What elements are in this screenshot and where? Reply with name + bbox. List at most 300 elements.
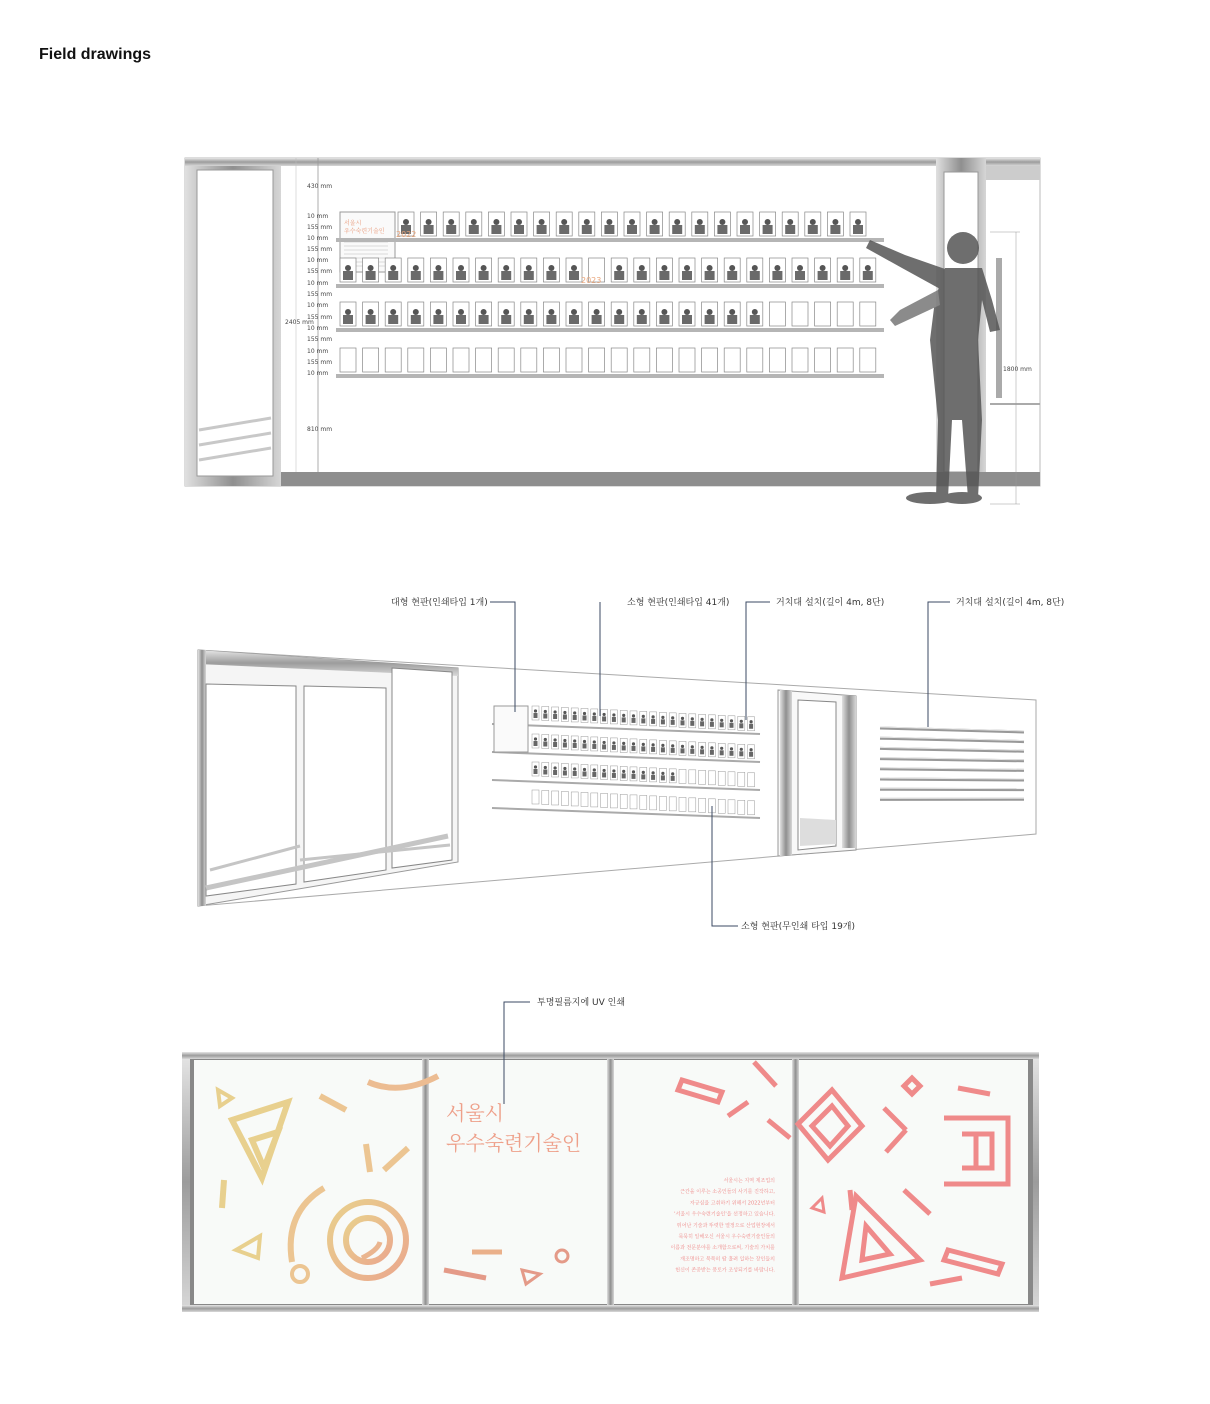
portrait-head xyxy=(448,219,454,225)
portrait-head xyxy=(544,710,547,713)
frame xyxy=(792,302,808,326)
portrait-body xyxy=(720,722,724,727)
portrait-head xyxy=(368,309,374,315)
portrait-head xyxy=(701,746,704,749)
portrait-body xyxy=(863,271,873,280)
frame xyxy=(385,348,401,372)
portrait-body xyxy=(546,315,556,324)
portrait-body xyxy=(818,271,828,280)
portrait-head xyxy=(548,309,554,315)
frame xyxy=(650,796,657,810)
portrait-head xyxy=(458,265,464,271)
portrait-body xyxy=(727,271,737,280)
portrait-body xyxy=(750,315,760,324)
portrait-body xyxy=(479,271,489,280)
portrait-body xyxy=(661,775,665,780)
window-body-text xyxy=(670,1177,775,1274)
dimension-label: 155 mm xyxy=(307,291,333,298)
portrait-body xyxy=(772,271,782,280)
frame xyxy=(566,348,582,372)
frame xyxy=(689,798,696,812)
portrait-body xyxy=(612,745,616,750)
portrait-head xyxy=(652,771,655,774)
portrait-head xyxy=(820,265,826,271)
dimension-label: 10 mm xyxy=(307,280,329,287)
portrait-head xyxy=(671,716,674,719)
portrait-body xyxy=(563,742,567,747)
frame xyxy=(747,348,763,372)
portrait-body xyxy=(717,225,727,234)
portrait-head xyxy=(642,743,645,746)
portrait-body xyxy=(592,772,596,777)
portrait-body xyxy=(491,225,501,234)
portrait-body xyxy=(343,315,353,324)
body-line: 헌신이 존중받는 풍토가 조성되기를 바랍니다. xyxy=(675,1267,775,1274)
portrait-head xyxy=(622,742,625,745)
portrait-head xyxy=(481,265,487,271)
portrait-head xyxy=(573,767,576,770)
portrait-body xyxy=(456,271,466,280)
portrait-head xyxy=(435,265,441,271)
portrait-head xyxy=(554,710,557,713)
portrait-head xyxy=(671,744,674,747)
portrait-head xyxy=(740,748,743,751)
portrait-body xyxy=(627,225,637,234)
portrait-body xyxy=(573,743,577,748)
portrait-body xyxy=(388,271,398,280)
portrait-body xyxy=(433,271,443,280)
portrait-body xyxy=(411,271,421,280)
portrait-body xyxy=(537,225,547,234)
portrait-head xyxy=(345,265,351,271)
portrait-body xyxy=(681,748,685,753)
dimension-label: 430 mm xyxy=(307,183,333,190)
portrait-head xyxy=(534,737,537,740)
portrait-head xyxy=(413,265,419,271)
portrait-head xyxy=(691,717,694,720)
portrait-head xyxy=(534,709,537,712)
shelf-ledge xyxy=(336,374,884,378)
portrait-head xyxy=(842,265,848,271)
portrait-head xyxy=(603,769,606,772)
frame xyxy=(679,348,695,372)
portrait-head xyxy=(390,265,396,271)
frame xyxy=(708,771,715,785)
portrait-head xyxy=(539,219,545,225)
portrait-body xyxy=(730,751,734,756)
portrait-head xyxy=(594,309,600,315)
portrait-head xyxy=(571,265,577,271)
portrait-head xyxy=(865,265,871,271)
frame xyxy=(589,348,605,372)
portrait-head xyxy=(471,219,477,225)
portrait-body xyxy=(840,271,850,280)
portrait-body xyxy=(366,271,376,280)
frame xyxy=(659,796,666,810)
portrait-head xyxy=(661,309,667,315)
portrait-head xyxy=(503,309,509,315)
portrait-head xyxy=(740,720,743,723)
portrait-head xyxy=(593,712,596,715)
portrait-body xyxy=(553,770,557,775)
portrait-body xyxy=(690,749,694,754)
frame xyxy=(521,348,537,372)
portrait-head xyxy=(548,265,554,271)
portrait-head xyxy=(516,219,522,225)
portrait-head xyxy=(616,265,622,271)
portrait-head xyxy=(458,309,464,315)
portrait-body xyxy=(553,742,557,747)
uv-callout-label: 투명필름지에 UV 인쇄 xyxy=(537,998,626,1008)
frame xyxy=(571,792,578,806)
frame xyxy=(552,791,559,805)
portrait-body xyxy=(681,720,685,725)
portrait-head xyxy=(413,309,419,315)
person-height-label: 1800 mm xyxy=(1003,366,1032,373)
portrait-body xyxy=(622,717,626,722)
body-line: 뛰어난 기술과 뚜렷한 열정으로 산업현장에서 xyxy=(676,1222,775,1229)
dimension-label: 10 mm xyxy=(307,348,329,355)
dimension-label: 10 mm xyxy=(307,213,329,220)
portrait-head xyxy=(593,740,596,743)
frame xyxy=(591,793,598,807)
portrait-body xyxy=(366,315,376,324)
portrait-head xyxy=(719,219,725,225)
portrait-head xyxy=(642,771,645,774)
portrait-head xyxy=(390,309,396,315)
body-line: 서울시는 지역 제조업의 xyxy=(723,1178,775,1184)
frame xyxy=(542,790,549,804)
portrait-head xyxy=(707,309,713,315)
portrait-head xyxy=(563,767,566,770)
portrait-head xyxy=(855,219,861,225)
portrait-head xyxy=(639,265,645,271)
window-title-1: 서울시 xyxy=(446,1101,504,1125)
portrait-body xyxy=(433,315,443,324)
portrait-body xyxy=(612,717,616,722)
portrait-head xyxy=(810,219,816,225)
portrait-head xyxy=(752,265,758,271)
portrait-body xyxy=(583,771,587,776)
frame xyxy=(728,772,735,786)
portrait-head xyxy=(368,265,374,271)
portrait-body xyxy=(534,769,538,774)
frame xyxy=(689,770,696,784)
window-graphic xyxy=(182,996,1039,1312)
portrait-body xyxy=(749,724,753,729)
portrait-body xyxy=(808,225,818,234)
portrait-body xyxy=(602,772,606,777)
portrait-head xyxy=(707,265,713,271)
frame xyxy=(769,302,785,326)
frame xyxy=(620,794,627,808)
portrait-head xyxy=(554,766,557,769)
portrait-head xyxy=(573,739,576,742)
portrait-body xyxy=(543,713,547,718)
portrait-head xyxy=(691,745,694,748)
portrait-body xyxy=(469,225,479,234)
frame xyxy=(748,801,755,815)
portrait-body xyxy=(750,271,760,280)
portrait-body xyxy=(514,225,524,234)
portrait-head xyxy=(632,742,635,745)
portrait-head xyxy=(603,713,606,716)
portrait-head xyxy=(345,309,351,315)
portrait-body xyxy=(569,271,579,280)
portrait-body xyxy=(559,225,569,234)
portrait-head xyxy=(710,746,713,749)
frame xyxy=(815,348,831,372)
dimension-label: 10 mm xyxy=(307,257,329,264)
body-line: 근간을 이루는 소공인들의 사기를 진작하고, xyxy=(680,1189,775,1196)
frame xyxy=(699,798,706,812)
portrait-body xyxy=(614,271,624,280)
body-line: 재조명하고 묵묵히 땀 흘려 일하는 장인들의 xyxy=(680,1256,775,1263)
portrait-head xyxy=(526,309,532,315)
portrait-body xyxy=(424,225,434,234)
portrait-head xyxy=(652,715,655,718)
portrait-head xyxy=(573,711,576,714)
dimension-label: 155 mm xyxy=(307,336,333,343)
portrait-body xyxy=(682,271,692,280)
portrait-head xyxy=(403,219,409,225)
portrait-body xyxy=(672,225,682,234)
dimension-label: 10 mm xyxy=(307,302,329,309)
portrait-head xyxy=(674,219,680,225)
portrait-body xyxy=(671,748,675,753)
portrait-head xyxy=(730,719,733,722)
frame xyxy=(748,773,755,787)
portrait-body xyxy=(641,746,645,751)
portrait-body xyxy=(582,225,592,234)
body-line: 자긍심을 고취하기 위해서 2022년부터 xyxy=(689,1200,775,1207)
portrait-body xyxy=(569,315,579,324)
portrait-body xyxy=(411,315,421,324)
dimension-label: 155 mm xyxy=(307,224,333,231)
portrait-body xyxy=(501,271,511,280)
perspective-drawing xyxy=(198,596,1064,932)
frame xyxy=(498,348,514,372)
portrait-body xyxy=(563,770,567,775)
portrait-body xyxy=(637,271,647,280)
frame xyxy=(543,348,559,372)
frame xyxy=(718,799,725,813)
portrait-body xyxy=(700,749,704,754)
portrait-body xyxy=(543,769,547,774)
portrait-body xyxy=(602,744,606,749)
frame xyxy=(769,348,785,372)
portrait-body xyxy=(830,225,840,234)
portrait-head xyxy=(652,743,655,746)
portrait-body xyxy=(705,271,715,280)
dimension-label: 10 mm xyxy=(307,235,329,242)
portrait-head xyxy=(787,219,793,225)
portrait-head xyxy=(612,741,615,744)
dimension-label: 155 mm xyxy=(307,314,333,321)
portrait-head xyxy=(612,713,615,716)
portrait-body xyxy=(651,719,655,724)
total-height-label: 2405 mm xyxy=(285,319,314,326)
portrait-body xyxy=(479,315,489,324)
portrait-body xyxy=(659,315,669,324)
callout-shelf-b: 거치대 설치(길이 4m, 8단) xyxy=(956,598,1065,608)
portrait-head xyxy=(729,309,735,315)
portrait-body xyxy=(543,741,547,746)
portrait-body xyxy=(795,271,805,280)
portrait-body xyxy=(592,744,596,749)
portrait-head xyxy=(832,219,838,225)
portrait-body xyxy=(632,774,636,779)
portrait-head xyxy=(774,265,780,271)
shelf-ledge xyxy=(336,284,884,288)
portrait-body xyxy=(661,719,665,724)
dimension-label: 10 mm xyxy=(307,370,329,377)
portrait-body xyxy=(727,315,737,324)
frame xyxy=(728,800,735,814)
body-line: 묵묵히 일해오신 서울시 우수숙련기술인들의 xyxy=(678,1234,775,1240)
callout-shelf-a: 거치대 설치(길이 4m, 8단) xyxy=(776,598,885,608)
portrait-head xyxy=(526,265,532,271)
portrait-head xyxy=(622,770,625,773)
frame xyxy=(792,348,808,372)
frame xyxy=(476,348,492,372)
portrait-head xyxy=(571,309,577,315)
year-2022: 2022 xyxy=(396,230,417,239)
portrait-body xyxy=(651,747,655,752)
portrait-head xyxy=(765,219,771,225)
portrait-body xyxy=(659,271,669,280)
frame xyxy=(837,348,853,372)
frame xyxy=(738,772,745,786)
portrait-body xyxy=(534,713,538,718)
portrait-head xyxy=(681,745,684,748)
frame xyxy=(601,793,608,807)
frame xyxy=(656,348,672,372)
portrait-body xyxy=(583,743,587,748)
portrait-head xyxy=(671,772,674,775)
portrait-head xyxy=(616,309,622,315)
portrait-head xyxy=(681,717,684,720)
portrait-head xyxy=(606,219,612,225)
portrait-head xyxy=(720,719,723,722)
portrait-body xyxy=(785,225,795,234)
portrait-head xyxy=(534,765,537,768)
frame xyxy=(702,348,718,372)
portrait-body xyxy=(710,722,714,727)
portrait-head xyxy=(729,265,735,271)
portrait-head xyxy=(563,739,566,742)
frame xyxy=(561,791,568,805)
shelf-ledge xyxy=(336,328,884,332)
portrait-body xyxy=(650,225,660,234)
shelf-ledge xyxy=(336,238,884,242)
portrait-body xyxy=(622,773,626,778)
year-2023: 2023 xyxy=(581,276,602,285)
portrait-head xyxy=(544,738,547,741)
callout-small-blank: 소형 현판(무인쇄 타입 19개) xyxy=(741,922,855,932)
frame xyxy=(430,348,446,372)
frame xyxy=(630,795,637,809)
portrait-body xyxy=(604,225,614,234)
portrait-body xyxy=(553,714,557,719)
portrait-head xyxy=(684,265,690,271)
portrait-body xyxy=(690,721,694,726)
elevation-drawing xyxy=(185,158,1040,504)
portrait-body xyxy=(700,721,704,726)
portrait-body xyxy=(446,225,456,234)
callout-small-printed: 소형 현판(인쇄타입 41개) xyxy=(627,598,730,608)
portrait-head xyxy=(622,714,625,717)
portrait-head xyxy=(750,748,753,751)
portrait-body xyxy=(563,714,567,719)
frame xyxy=(837,302,853,326)
portrait-body xyxy=(343,271,353,280)
panel-title-1: 서울시 xyxy=(344,220,362,227)
portrait-body xyxy=(592,315,602,324)
portrait-body xyxy=(739,723,743,728)
portrait-head xyxy=(697,219,703,225)
dimension-label: 810 mm xyxy=(307,426,333,433)
callout-large-panel: 대형 현판(인쇄타입 1개) xyxy=(391,598,488,608)
portrait-body xyxy=(641,718,645,723)
dimension-label: 155 mm xyxy=(307,359,333,366)
frame xyxy=(453,348,469,372)
portrait-head xyxy=(730,747,733,750)
portrait-body xyxy=(524,315,534,324)
portrait-body xyxy=(632,718,636,723)
frame xyxy=(738,800,745,814)
portrait-head xyxy=(701,718,704,721)
portrait-head xyxy=(426,219,432,225)
portrait-head xyxy=(593,768,596,771)
portrait-body xyxy=(456,315,466,324)
portrait-head xyxy=(632,714,635,717)
portrait-body xyxy=(637,315,647,324)
portrait-body xyxy=(671,720,675,725)
dimension-label: 155 mm xyxy=(307,268,333,275)
portrait-head xyxy=(752,309,758,315)
frame xyxy=(679,769,686,783)
portrait-head xyxy=(652,219,658,225)
portrait-head xyxy=(797,265,803,271)
frame xyxy=(860,302,876,326)
portrait-head xyxy=(584,219,590,225)
portrait-body xyxy=(749,752,753,757)
body-line: '서울시 우수숙련기술인'을 선정하고 있습니다. xyxy=(674,1211,775,1218)
portrait-head xyxy=(629,219,635,225)
dimension-label: 10 mm xyxy=(307,325,329,332)
portrait-body xyxy=(614,315,624,324)
portrait-body xyxy=(853,225,863,234)
portrait-head xyxy=(720,747,723,750)
portrait-head xyxy=(742,219,748,225)
portrait-body xyxy=(632,746,636,751)
body-line: 이름과 전문분야를 소개함으로써, 기술의 가치를 xyxy=(670,1245,775,1252)
portrait-body xyxy=(546,271,556,280)
portrait-body xyxy=(763,225,773,234)
frame xyxy=(699,770,706,784)
portrait-body xyxy=(740,225,750,234)
frame xyxy=(669,797,676,811)
portrait-head xyxy=(603,741,606,744)
portrait-head xyxy=(684,309,690,315)
portrait-body xyxy=(730,723,734,728)
portrait-head xyxy=(642,715,645,718)
portrait-body xyxy=(720,750,724,755)
portrait-head xyxy=(493,219,499,225)
portrait-body xyxy=(388,315,398,324)
portrait-head xyxy=(750,720,753,723)
